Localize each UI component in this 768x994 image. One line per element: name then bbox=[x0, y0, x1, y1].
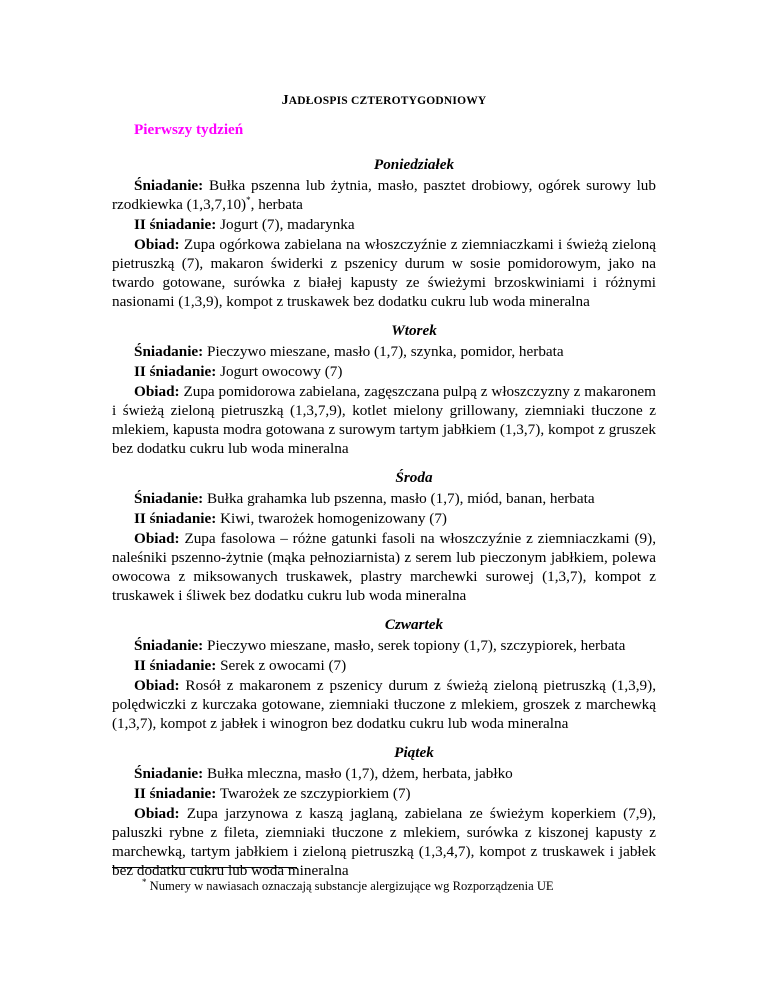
meal-text: Pieczywo mieszane, masło (1,7), szynka, pomidor, herbata bbox=[203, 343, 564, 360]
meal-second-breakfast bbox=[112, 509, 656, 528]
meal-text: Zupa pomidorowa zabielana, zagęszczana pulpą z włoszczyzny z makaronem i świeżą zieloną pietruszką (1,3,7,9), kotlet mielony grillowany, ziemniaki tłuczone z mlekiem, kapusta modra gotowana z surowym tartym jabłkiem (1,3,7), kompot z gruszek bez dodatku cukru lub woda mineralna bbox=[112, 383, 656, 457]
meal-label: Śniadanie: bbox=[134, 637, 204, 654]
meal-text: Bułka pszenna lub żytnia, masło, pasztet drobiowy, ogórek surowy lub rzodkiewka (1,3,7,10) bbox=[112, 177, 656, 213]
meal-label: II śniadanie: bbox=[134, 785, 217, 802]
footnote-separator bbox=[112, 867, 297, 868]
meal-text: Twarożek ze szczypiorkiem (7) bbox=[216, 785, 411, 802]
meal-second-breakfast bbox=[112, 362, 656, 381]
meal-text-tail: , herbata bbox=[250, 196, 303, 213]
meal-label: II śniadanie: bbox=[134, 657, 217, 674]
meal-label: Śniadanie: bbox=[134, 490, 204, 507]
meal-label: Obiad: bbox=[134, 805, 180, 822]
day-tuesday bbox=[112, 321, 656, 458]
footnote-reference: * bbox=[246, 194, 251, 205]
day-wednesday bbox=[112, 468, 656, 605]
meal-label: Obiad: bbox=[134, 236, 180, 253]
meal-text: Serek z owocami (7) bbox=[216, 657, 347, 674]
meal-breakfast bbox=[112, 342, 656, 361]
meal-label: II śniadanie: bbox=[134, 363, 217, 380]
meal-label: Obiad: bbox=[134, 530, 180, 547]
day-heading: Poniedziałek bbox=[373, 156, 455, 173]
meal-text: Zupa jarzynowa z kaszą jaglaną, zabielana ze świeżym koperkiem (7,9), paluszki rybne z fileta, ziemniaki tłuczone z mlekiem, surówka z kiszonej kapusty z marchewką, tartym jabłkiem i zieloną pietruszką (1,3,4,7), kompot z truskawek i jabłek bez dodatku cukru lub woda mineralna bbox=[112, 805, 656, 879]
week-heading: Pierwszy tydzień bbox=[134, 121, 244, 138]
meal-lunch bbox=[112, 676, 656, 733]
meal-breakfast bbox=[112, 489, 656, 508]
meal-text: Bułka grahamka lub pszenna, masło (1,7), miód, banan, herbata bbox=[203, 490, 595, 507]
meal-text: Bułka mleczna, masło (1,7), dżem, herbata, jabłko bbox=[203, 765, 513, 782]
meal-label: Śniadanie: bbox=[134, 343, 204, 360]
meal-lunch bbox=[112, 529, 656, 605]
document-title: JADŁOSPIS CZTEROTYGODNIOWY bbox=[281, 93, 487, 108]
day-monday bbox=[112, 155, 656, 311]
footnote-text: Numery w nawiasach oznaczają substancje alergizujące wg Rozporządzenia UE bbox=[146, 879, 554, 893]
meal-label: Śniadanie: bbox=[134, 177, 204, 194]
day-heading: Piątek bbox=[394, 744, 434, 761]
meal-text: Jogurt owocowy (7) bbox=[216, 363, 343, 380]
footnote bbox=[142, 878, 554, 894]
meal-second-breakfast bbox=[112, 215, 656, 234]
day-thursday bbox=[112, 615, 656, 733]
meal-second-breakfast bbox=[112, 784, 656, 803]
meal-label: II śniadanie: bbox=[134, 510, 217, 527]
meal-label: II śniadanie: bbox=[134, 216, 217, 233]
meal-label: Obiad: bbox=[134, 677, 180, 694]
day-friday bbox=[112, 743, 656, 880]
meal-breakfast bbox=[112, 636, 656, 655]
day-heading: Czwartek bbox=[384, 616, 444, 633]
meal-second-breakfast bbox=[112, 656, 656, 675]
meal-breakfast bbox=[112, 176, 656, 214]
meal-text: Kiwi, twarożek homogenizowany (7) bbox=[216, 510, 447, 527]
footnote-mark: * bbox=[142, 876, 147, 887]
meal-label: Śniadanie: bbox=[134, 765, 204, 782]
meal-text: Jogurt (7), madarynka bbox=[216, 216, 355, 233]
day-heading: Środa bbox=[395, 469, 433, 486]
meal-lunch bbox=[112, 382, 656, 458]
meal-label: Obiad: bbox=[134, 383, 180, 400]
meal-lunch bbox=[112, 235, 656, 311]
meal-text: Zupa ogórkowa zabielana na włoszczyźnie z ziemniaczkami i świeżą zieloną pietruszką (7), makaron świderki z pszenicy durum w sosie pomidorowym, jako na twardo gotowane, surówka z białej kapusty ze świeżymi brzoskwiniami i różnymi nasionami (1,3,9), kompot z truskawek bez dodatku cukru lub woda mineralna bbox=[112, 236, 656, 310]
meal-lunch bbox=[112, 804, 656, 880]
day-heading: Wtorek bbox=[391, 322, 437, 339]
meal-breakfast bbox=[112, 764, 656, 783]
day-list bbox=[112, 155, 656, 890]
meal-text: Pieczywo mieszane, masło, serek topiony (1,7), szczypiorek, herbata bbox=[203, 637, 626, 654]
meal-text: Rosół z makaronem z pszenicy durum z świeżą zieloną pietruszką (1,3,9), polędwiczki z kurczaka gotowane, ziemniaki tłuczone z mlekiem, groszek z marchewką (1,3,7), kompot z jabłek i winogron bez dodatku cukru lub woda mineralna bbox=[112, 677, 656, 732]
meal-text: Zupa fasolowa – różne gatunki fasoli na włoszczyźnie z ziemniaczkami (9), naleśniki pszenno-żytnie (mąka pełnoziarnista) z serem lub pieczonym jabłkiem, polewa owocowa z miksowanych truskawek, plastry marchewki surowej (1,3,7), kompot z truskawek i śliwek bez dodatku cukru lub woda mineralna bbox=[112, 530, 656, 604]
